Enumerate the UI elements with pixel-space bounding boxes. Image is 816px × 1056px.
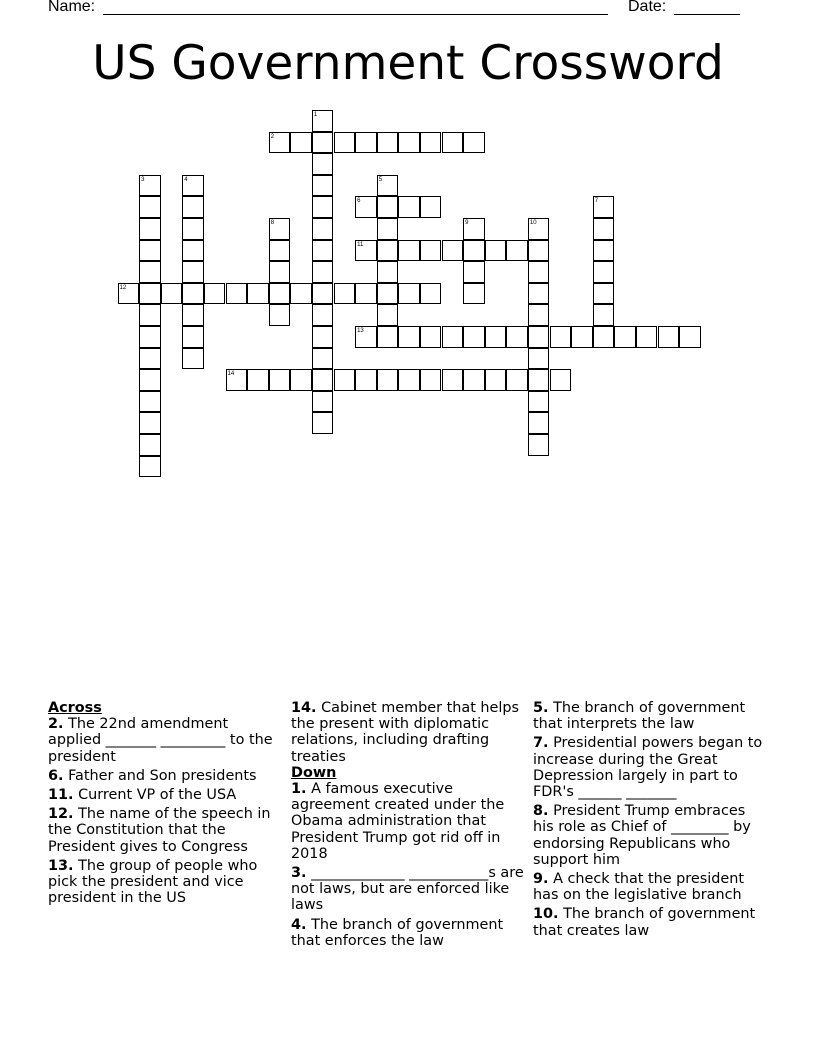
- crossword-cell[interactable]: [377, 218, 399, 240]
- clues-column-1: [48, 700, 280, 909]
- crossword-cell[interactable]: [420, 132, 442, 154]
- crossword-cell[interactable]: [139, 304, 161, 326]
- crossword-cell[interactable]: [398, 132, 420, 154]
- crossword-cell[interactable]: [182, 240, 204, 262]
- crossword-cell[interactable]: [658, 326, 680, 348]
- clue-down-5: 5. The branch of government that interprets the law: [533, 700, 746, 733]
- cell-number: 5: [378, 176, 383, 183]
- crossword-cell[interactable]: [528, 283, 550, 305]
- crossword-cell[interactable]: [528, 240, 550, 262]
- clue-down-3: 3. _____________ ___________s are not laws, but are enforced like laws: [291, 865, 524, 914]
- crossword-cell[interactable]: [463, 326, 485, 348]
- crossword-cell[interactable]: [312, 369, 334, 391]
- crossword-cell[interactable]: [161, 283, 183, 305]
- crossword-cell[interactable]: [442, 326, 464, 348]
- crossword-cell[interactable]: [139, 434, 161, 456]
- cell-number: 4: [184, 176, 188, 183]
- across-heading: Across: [48, 700, 102, 716]
- crossword-cell[interactable]: [182, 261, 204, 283]
- crossword-cell[interactable]: [334, 369, 356, 391]
- down-heading: Down: [291, 764, 337, 781]
- crossword-cell[interactable]: [593, 326, 615, 348]
- crossword-cell[interactable]: [139, 456, 161, 478]
- crossword-cell[interactable]: [182, 283, 204, 305]
- crossword-cell[interactable]: [420, 326, 442, 348]
- clues-column-2: [291, 700, 525, 952]
- clue-down-4: 4. The branch of government that enforces the law: [291, 916, 504, 949]
- crossword-cell[interactable]: [528, 391, 550, 413]
- crossword-cell[interactable]: [355, 369, 377, 391]
- crossword-cell[interactable]: [269, 369, 291, 391]
- cell-number: 8: [270, 220, 275, 226]
- crossword-cell[interactable]: [290, 369, 312, 391]
- page-title: US Government Crossword: [92, 36, 724, 91]
- crossword-cell[interactable]: [377, 240, 399, 262]
- crossword-cell[interactable]: [463, 369, 485, 391]
- crossword-cell[interactable]: [139, 348, 161, 370]
- crossword-cell[interactable]: [312, 304, 334, 326]
- crossword-cell[interactable]: [312, 391, 334, 413]
- crossword-cell[interactable]: [614, 326, 636, 348]
- cell-number: 1: [313, 112, 318, 118]
- name-label: Name:: [48, 0, 96, 15]
- crossword-cell[interactable]: [398, 196, 420, 218]
- crossword-cell[interactable]: [312, 175, 334, 197]
- crossword-cell[interactable]: [247, 283, 269, 305]
- crossword-cell[interactable]: [420, 283, 442, 305]
- clue-down-9: 9. A check that the president has on the legislative branch: [533, 871, 745, 904]
- crossword-cell[interactable]: [290, 132, 312, 154]
- crossword-cell[interactable]: [420, 369, 442, 391]
- crossword-cell[interactable]: [636, 326, 658, 348]
- crossword-cell[interactable]: [442, 369, 464, 391]
- clue-across-11: 11. Current VP of the USA: [48, 787, 237, 804]
- cell-number: 10: [529, 220, 537, 226]
- cell-number: 11: [357, 241, 364, 248]
- cell-number: 3: [141, 176, 145, 183]
- clues-column-3: [533, 700, 763, 942]
- crossword-cell[interactable]: [550, 326, 572, 348]
- cell-number: 9: [465, 220, 469, 226]
- crossword-cell[interactable]: [139, 391, 161, 413]
- crossword-cell[interactable]: [377, 261, 399, 283]
- crossword-cell[interactable]: [679, 326, 701, 348]
- crossword-cell[interactable]: [312, 218, 334, 240]
- crossword-cell[interactable]: [377, 326, 399, 348]
- clue-down-10: 10. The branch of government that creates law: [533, 906, 756, 939]
- crossword-cell[interactable]: [485, 240, 507, 262]
- crossword-cell[interactable]: [290, 283, 312, 305]
- crossword-cell[interactable]: [269, 261, 291, 283]
- crossword-cell[interactable]: [463, 283, 485, 305]
- crossword-cell[interactable]: [355, 283, 377, 305]
- crossword-cell[interactable]: [528, 434, 550, 456]
- crossword-cell[interactable]: [139, 283, 161, 305]
- crossword-cell[interactable]: [312, 196, 334, 218]
- clue-across-2: 2. The 22nd amendment applied _______ _________ to the president: [48, 716, 273, 765]
- crossword-cell[interactable]: [334, 283, 356, 305]
- crossword-cell[interactable]: [139, 240, 161, 262]
- crossword-cell[interactable]: [593, 283, 615, 305]
- crossword-cell[interactable]: [463, 132, 485, 154]
- crossword-cell[interactable]: [139, 412, 161, 434]
- crossword-cell[interactable]: [593, 240, 615, 262]
- crossword-cell[interactable]: [139, 218, 161, 240]
- crossword-cell[interactable]: [442, 132, 464, 154]
- crossword-cell[interactable]: [377, 196, 399, 218]
- crossword-cell[interactable]: [312, 261, 334, 283]
- crossword-grid: [0, 0, 816, 500]
- crossword-cell[interactable]: [528, 348, 550, 370]
- crossword-cell[interactable]: [528, 369, 550, 391]
- crossword-cell[interactable]: [463, 240, 485, 262]
- cell-number: 6: [357, 198, 361, 205]
- crossword-cell[interactable]: [377, 304, 399, 326]
- cell-number: 13: [357, 328, 364, 334]
- crossword-cell[interactable]: [269, 240, 291, 262]
- crossword-cell[interactable]: [506, 369, 528, 391]
- crossword-cell[interactable]: [506, 326, 528, 348]
- crossword-cell[interactable]: [420, 240, 442, 262]
- crossword-cell[interactable]: [398, 283, 420, 305]
- crossword-cell[interactable]: [485, 369, 507, 391]
- crossword-cell[interactable]: [139, 196, 161, 218]
- crossword-cell[interactable]: [355, 132, 377, 154]
- crossword-cell[interactable]: [550, 369, 572, 391]
- crossword-cell[interactable]: [182, 348, 204, 370]
- crossword-cell[interactable]: [182, 196, 204, 218]
- crossword-cell[interactable]: [312, 412, 334, 434]
- clue-across-13: 13. The group of people who pick the president and vice president in the US: [48, 857, 258, 907]
- crossword-cell[interactable]: [269, 283, 291, 305]
- crossword-cell[interactable]: [398, 240, 420, 262]
- crossword-cell[interactable]: [528, 304, 550, 326]
- crossword-cell[interactable]: [139, 369, 161, 391]
- crossword-cell[interactable]: [398, 326, 420, 348]
- crossword-cell[interactable]: [139, 261, 161, 283]
- crossword-cell[interactable]: [269, 304, 291, 326]
- crossword-cell[interactable]: [312, 240, 334, 262]
- cell-number: 2: [270, 133, 275, 140]
- crossword-cell[interactable]: [528, 412, 550, 434]
- crossword-cell[interactable]: [571, 326, 593, 348]
- clue-across-6: 6. Father and Son presidents: [48, 767, 257, 784]
- crossword-cell[interactable]: [377, 132, 399, 154]
- crossword-cell[interactable]: [463, 261, 485, 283]
- clue-down-7: 7. Presidential powers began to increase during the Great Depression largely in part to FDR's ______ _______: [533, 735, 763, 801]
- crossword-cell[interactable]: [377, 369, 399, 391]
- crossword-cell[interactable]: [312, 153, 334, 175]
- cell-number: 14: [227, 371, 235, 378]
- crossword-cell[interactable]: [312, 132, 334, 154]
- clue-across-14: 14. Cabinet member that helps the present with diplomatic relations, including drafting treaties: [291, 700, 520, 765]
- crossword-cell[interactable]: [442, 240, 464, 262]
- cell-number: 7: [594, 198, 599, 205]
- crossword-cell[interactable]: [528, 261, 550, 283]
- crossword-cell[interactable]: [593, 261, 615, 283]
- crossword-cell[interactable]: [312, 326, 334, 348]
- clue-down-8: 8. President Trump embraces his role as Chief of ________ by endorsing Republicans who support him: [533, 803, 751, 868]
- crossword-cell[interactable]: [312, 348, 334, 370]
- crossword-cell[interactable]: [506, 240, 528, 262]
- crossword-cell[interactable]: [226, 283, 248, 305]
- crossword-cell[interactable]: [398, 369, 420, 391]
- crossword-cell[interactable]: [182, 326, 204, 348]
- crossword-cell[interactable]: [182, 218, 204, 240]
- crossword-cell[interactable]: [593, 304, 615, 326]
- crossword-cell[interactable]: [377, 283, 399, 305]
- crossword-cell[interactable]: [420, 196, 442, 218]
- crossword-cell[interactable]: [334, 132, 356, 154]
- crossword-cell[interactable]: [139, 326, 161, 348]
- clue-across-12: 12. The name of the speech in the Constitution that the President gives to Congress: [48, 806, 271, 855]
- date-label: Date:: [628, 0, 667, 15]
- clue-down-1: 1. A famous executive agreement created under the Obama administration that President Trump got rid off in 2018: [291, 781, 505, 862]
- crossword-cell[interactable]: [182, 304, 204, 326]
- crossword-cell[interactable]: [593, 218, 615, 240]
- cell-number: 12: [119, 284, 127, 291]
- crossword-cell[interactable]: [528, 326, 550, 348]
- crossword-cell[interactable]: [485, 326, 507, 348]
- crossword-cell[interactable]: [312, 283, 334, 305]
- crossword-cell[interactable]: [247, 369, 269, 391]
- crossword-cell[interactable]: [204, 283, 226, 305]
